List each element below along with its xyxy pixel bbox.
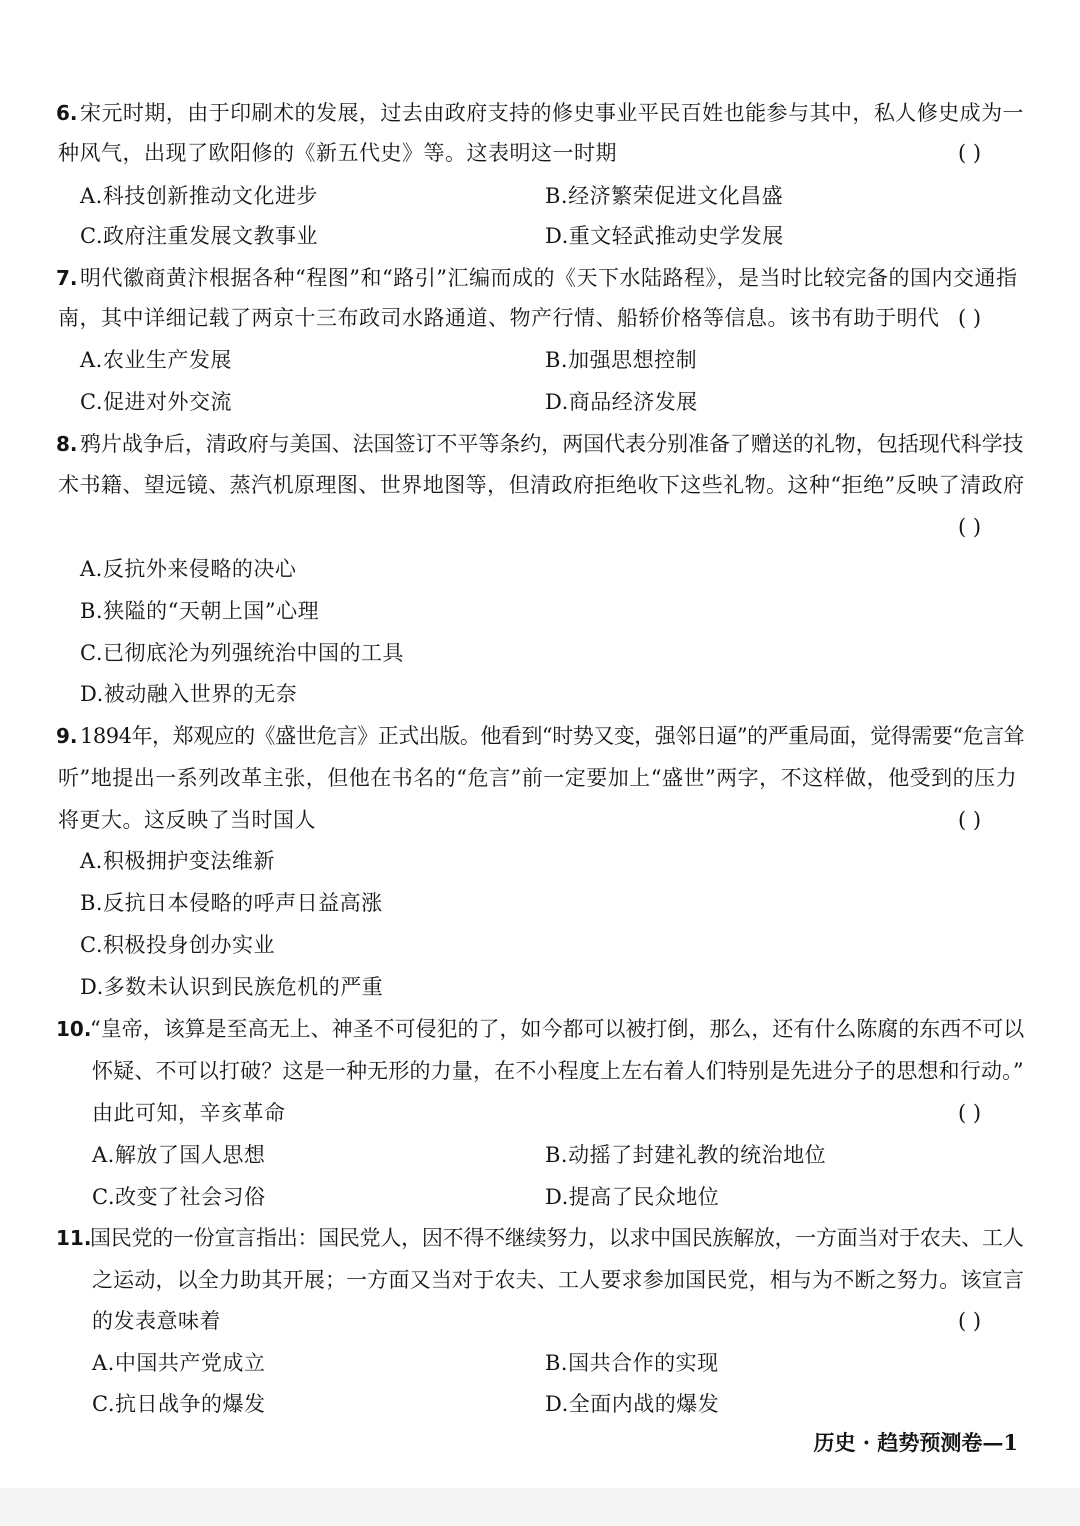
question-number: 8. (56, 432, 78, 456)
question-stem-line: 听”地提出一系列改革主张，但他在书名的“危言”前一定要加上“盛世”两字，不这样做，他受到的压力 (58, 766, 1018, 790)
question-stem-line: 鸦片战争后，清政府与美国、法国签订不平等条约，两国代表分别准备了赠送的礼物，包括现代科学技 (80, 432, 1024, 456)
question-stem-line: 南，其中详细记载了两京十三布政司水路通道、物产行情、船轿价格等信息。该书有助于明代 (58, 306, 940, 330)
question-stem-line: 明代徽商黄汴根据各种“程图”和“路引”汇编而成的《天下水陆路程》，是当时比较完备的国内交通指 (80, 266, 1018, 290)
option-c[interactable]: C.促进对外交流 (80, 390, 232, 414)
option-c[interactable]: C.已彻底沦为列强统治中国的工具 (80, 641, 404, 665)
answer-bracket: ( ) (958, 306, 982, 330)
question-stem-line: “皇帝，该算是至高无上、神圣不可侵犯的了，如今都可以被打倒，那么，还有什么陈腐的东西不可以 (90, 1017, 1025, 1041)
question-stem-line: 的发表意味着 (92, 1309, 221, 1333)
option-a[interactable]: A.中国共产党成立 (92, 1351, 266, 1375)
answer-bracket: ( ) (958, 515, 982, 539)
option-c[interactable]: C.改变了社会习俗 (92, 1185, 266, 1209)
option-a[interactable]: A.反抗外来侵略的决心 (80, 557, 297, 581)
option-b[interactable]: B.反抗日本侵略的呼声日益高涨 (80, 891, 383, 915)
answer-bracket: ( ) (958, 1309, 982, 1333)
option-a[interactable]: A.解放了国人思想 (92, 1143, 266, 1167)
option-d[interactable]: D.提高了民众地位 (545, 1185, 720, 1209)
option-a[interactable]: A.农业生产发展 (80, 348, 232, 372)
answer-bracket: ( ) (958, 141, 982, 165)
question-number: 10. (56, 1017, 92, 1041)
option-c[interactable]: C.积极投身创办实业 (80, 933, 275, 957)
option-d[interactable]: D.被动融入世界的无奈 (80, 682, 298, 706)
option-c[interactable]: C.抗日战争的爆发 (92, 1392, 266, 1416)
question-stem-line: 由此可知，辛亥革命 (92, 1101, 286, 1125)
option-d[interactable]: D.全面内战的爆发 (545, 1392, 720, 1416)
question-stem-line: 国民党的一份宣言指出：国民党人，因不得不继续努力，以求中国民族解放，一方面当对于农夫、工人 (90, 1226, 1024, 1250)
option-b[interactable]: B.动摇了封建礼教的统治地位 (545, 1143, 827, 1167)
option-d[interactable]: D.商品经济发展 (545, 390, 698, 414)
option-b[interactable]: B.狭隘的“天朝上国”心理 (80, 599, 320, 623)
question-number: 11. (56, 1226, 92, 1250)
answer-bracket: ( ) (958, 1101, 982, 1125)
option-b[interactable]: B.加强思想控制 (545, 348, 698, 372)
answer-bracket: ( ) (958, 808, 982, 832)
option-c[interactable]: C.政府注重发展文教事业 (80, 224, 318, 248)
option-a[interactable]: A.积极拥护变法维新 (80, 849, 275, 873)
question-stem-line: 之运动，以全力助其开展；一方面又当对于农夫、工人要求参加国民党，相与为不断之努力。该宣言 (92, 1268, 1024, 1292)
page-bottom-edge (0, 1488, 1080, 1526)
page-footer: 历史 · 趋势预测卷—1 (813, 1430, 1018, 1455)
question-stem-line: 术书籍、望远镜、蒸汽机原理图、世界地图等，但清政府拒绝收下这些礼物。这种“拒绝”反映了清政府 (58, 473, 1025, 497)
option-b[interactable]: B.国共合作的实现 (545, 1351, 719, 1375)
question-number: 7. (56, 266, 78, 290)
question-number: 9. (56, 724, 78, 748)
question-stem-line: 宋元时期，由于印刷术的发展，过去由政府支持的修史事业平民百姓也能参与其中，私人修史成为一 (80, 101, 1024, 125)
option-d[interactable]: D.重文轻武推动史学发展 (545, 224, 784, 248)
option-b[interactable]: B.经济繁荣促进文化昌盛 (545, 184, 784, 208)
question-stem-line: 怀疑、不可以打破？这是一种无形的力量，在不小程度上左右着人们特别是先进分子的思想和行动。” (92, 1059, 1024, 1083)
question-stem-line: 1894年，郑观应的《盛世危言》正式出版。他看到“时势又变，强邻日逼”的严重局面，觉得需要“危言耸 (80, 724, 1025, 748)
question-stem-line: 种风气，出现了欧阳修的《新五代史》等。这表明这一时期 (58, 141, 617, 165)
option-d[interactable]: D.多数未认识到民族危机的严重 (80, 975, 384, 999)
option-a[interactable]: A.科技创新推动文化进步 (80, 184, 318, 208)
question-number: 6. (56, 101, 78, 125)
question-stem-line: 将更大。这反映了当时国人 (58, 808, 316, 832)
